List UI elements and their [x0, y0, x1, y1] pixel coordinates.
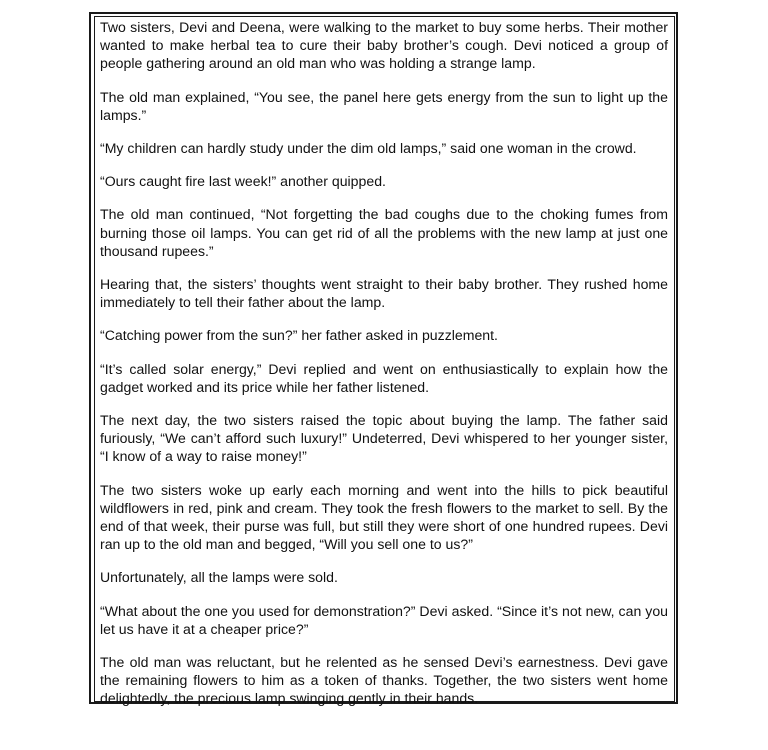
- story-paragraph: “It’s called solar energy,” Devi replied and went on enthusiastically to explain how the gadget worked and its price while her father listened.: [100, 360, 668, 395]
- story-paragraph: “What about the one you used for demonstration?” Devi asked. “Since it’s not new, can you let us have it at a cheaper price?”: [100, 602, 668, 637]
- story-paragraph: The two sisters woke up early each morning and went into the hills to pick beautiful wildflowers in red, pink and cream. They took the fresh flowers to the market to sell. By the end of that week, their purse was full, but still they were short of one hundred rupees. Devi ran up to the old man and begged, “Will you sell one to us?”: [100, 481, 668, 553]
- story-text: [100, 18, 668, 708]
- story-paragraph: Hearing that, the sisters’ thoughts went straight to their baby brother. They rushed home immediately to tell their father about the lamp.: [100, 276, 668, 311]
- story-paragraph: The old man explained, “You see, the panel here gets energy from the sun to light up the lamps.”: [100, 88, 668, 123]
- story-paragraph: The old man was reluctant, but he relented as he sensed Devi’s earnestness. Devi gave the remaining flowers to him as a token of thanks. Together, the two sisters went home delightedly, the precious lamp swinging gently in their hands.: [100, 654, 668, 707]
- story-paragraph: Unfortunately, all the lamps were sold.: [100, 569, 338, 586]
- story-paragraph: The next day, the two sisters raised the topic about buying the lamp. The father said furiously, “We can’t afford such luxury!” Undeterred, Devi whispered to her younger sister, “I know of a way to raise money!”: [100, 412, 668, 465]
- story-paragraph: “Catching power from the sun?” her father asked in puzzlement.: [100, 327, 498, 344]
- story-paragraph: “My children can hardly study under the dim old lamps,” said one woman in the crowd.: [100, 140, 637, 157]
- story-paragraph: “Ours caught fire last week!” another quipped.: [100, 173, 386, 190]
- story-paragraph: The old man continued, “Not forgetting the bad coughs due to the choking fumes from burning those oil lamps. You can get rid of all the problems with the new lamp at just one thousand rupees.”: [100, 206, 668, 259]
- story-paragraph: Two sisters, Devi and Deena, were walking to the market to buy some herbs. Their mother wanted to make herbal tea to cure their baby brother’s cough. Devi noticed a group of people gathering around an old man who was holding a strange lamp.: [100, 19, 668, 72]
